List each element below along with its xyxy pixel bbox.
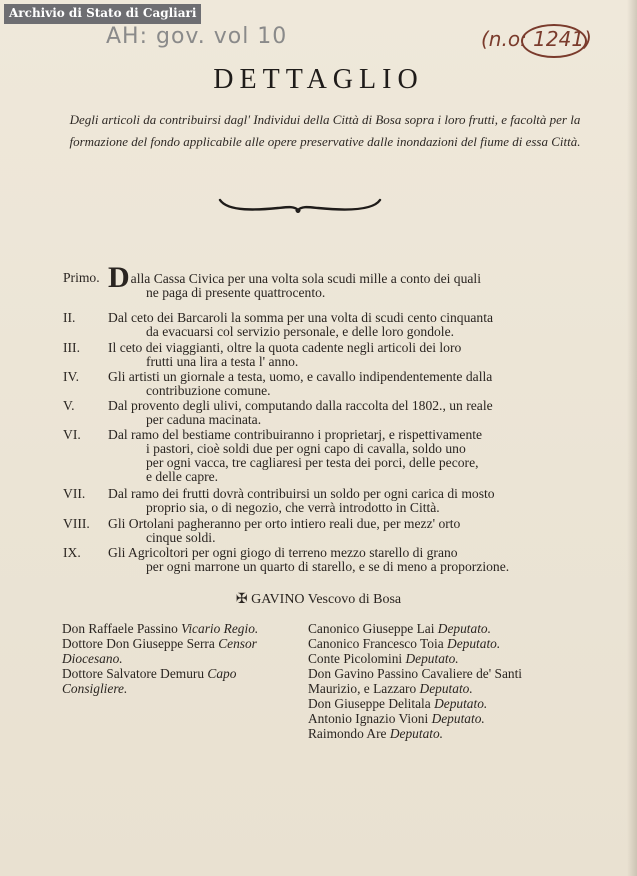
article-line: per caduna macinata.	[146, 412, 262, 427]
article-line: Dal ceto dei Barcaroli la somma per una volta di scudi cento cinquanta	[108, 310, 494, 325]
signatory	[62, 636, 302, 666]
signatory-name: Don Giuseppe Delitala	[308, 696, 431, 711]
article-text	[108, 341, 563, 369]
article-number: VIII.	[63, 516, 90, 531]
article-line: per ogni marrone un quarto di starello, e se di meno a proporzione.	[146, 559, 510, 574]
signatory-title: Deputato.	[389, 726, 444, 741]
bishop-signature	[0, 591, 637, 608]
signatory-name: Don Raffaele Passino	[62, 621, 178, 636]
ornament-divider-icon	[218, 194, 382, 216]
article-item	[63, 370, 563, 398]
article-line: Gli Agricoltori per ogni giogo di terreno mezzo starello di grano	[108, 545, 458, 560]
signatory-title: Vicario Regio.	[181, 621, 259, 636]
article-line: per ogni vacca, tre cagliaresi per testa dei porci, delle pecore,	[146, 455, 479, 470]
signatory-name: Don Gavino Passino Cavaliere de' Santi Maurizio, e Lazzaro	[308, 666, 523, 696]
article-line: e delle capre.	[146, 469, 219, 484]
signatory-title: Deputato.	[434, 696, 488, 711]
article-text	[108, 487, 563, 515]
article-line: Dal ramo del bestiame contribuiranno i proprietarj, e rispettivamente	[108, 427, 483, 442]
archive-watermark-label: Archivio di Stato di Cagliari	[4, 4, 201, 24]
signatory-title: Deputato.	[419, 681, 473, 696]
signatory-title: Deputato.	[447, 636, 501, 651]
signatory-name: Dottore Salvatore Demuru	[62, 666, 205, 681]
article-line: contribuzione comune.	[146, 383, 271, 398]
article-number: IV.	[63, 369, 79, 384]
signatory	[62, 666, 302, 696]
signatory-title: Deputato.	[405, 651, 459, 666]
article-line: alla Cassa Civica per una volta sola scudi mille a conto dei quali	[130, 271, 481, 286]
handwritten-shelfmark: AH: gov. vol 10	[106, 24, 288, 49]
article-line: frutti una lira a testa l' anno.	[146, 354, 299, 369]
document-title: DETTAGLIO	[213, 64, 424, 95]
bleed-through-text	[60, 739, 63, 754]
article-line: Dal provento degli ulivi, computando dalla raccolta del 1802., un reale	[108, 398, 493, 413]
signatory	[308, 711, 568, 726]
signatory-name: Canonico Francesco Toia	[308, 636, 444, 651]
article-item	[63, 341, 563, 369]
bishop-name: GAVINO Vescovo di Bosa	[251, 592, 402, 607]
article-line: Il ceto dei viaggianti, oltre la quota cadente negli articoli dei loro	[108, 340, 462, 355]
article-number: III.	[63, 340, 80, 355]
article-item	[63, 487, 563, 515]
article-item	[63, 399, 563, 427]
article-text	[108, 546, 563, 574]
archive-number: (n.o: 1241)	[481, 27, 592, 51]
signatory	[308, 726, 568, 741]
article-text	[108, 311, 563, 339]
document-subtitle: Degli articoli da contribuirsi dagl' Individui della Città di Bosa sopra i loro frutti, e facoltà per la formazione del fondo applicabile alle opere preservative dalle inondazioni del fiume di essa Città.	[69, 112, 581, 149]
signatory	[308, 636, 568, 651]
article-number: VI.	[63, 427, 81, 442]
article-text	[108, 261, 563, 300]
article-number: VII.	[63, 486, 86, 501]
signatory	[62, 621, 302, 636]
article-number: IX.	[63, 545, 81, 560]
signatory-name: Antonio Ignazio Vioni	[308, 711, 429, 726]
article-line: i pastori, cioè soldi due per ogni capo di cavalla, soldo uno	[146, 441, 466, 456]
article-line: Gli Ortolani pagheranno per orto intiero reali due, per mezz' orto	[108, 516, 461, 531]
signatory-name: Canonico Giuseppe Lai	[308, 621, 435, 636]
signatory	[308, 621, 568, 636]
signatory-name: Dottore Don Giuseppe Serra	[62, 636, 215, 651]
signatory-title: Capo Consigliere.	[62, 666, 237, 696]
signatory	[308, 666, 548, 696]
cross-icon: ✠	[235, 592, 248, 607]
article-item	[63, 428, 563, 484]
signatory-title: Censor Diocesano.	[62, 636, 257, 666]
signatory	[308, 651, 568, 666]
article-line: Gli artisti un giornale a testa, uomo, e cavallo indipendentemente dalla	[108, 369, 493, 384]
article-item	[63, 546, 563, 574]
article-line: cinque soldi.	[146, 530, 216, 545]
drop-cap: D	[108, 261, 130, 294]
article-line: proprio sia, o di negozio, che verrà introdotto in Città.	[146, 500, 440, 515]
article-line: ne paga di presente quattrocento.	[146, 285, 326, 300]
article-line: Dal ramo dei frutti dovrà contribuirsi un soldo per ogni carica di mosto	[108, 486, 495, 501]
article-text	[108, 370, 563, 398]
article-text	[108, 517, 563, 545]
signatory-title: Deputato.	[431, 711, 485, 726]
article-text	[108, 428, 563, 484]
article-number: II.	[63, 310, 76, 325]
signatory-name: Raimondo Are	[308, 726, 387, 741]
signatory-title: Deputato.	[437, 621, 491, 636]
article-item	[63, 311, 563, 339]
signatory	[308, 696, 568, 711]
article-number: Primo.	[63, 270, 100, 285]
article-item	[63, 261, 563, 300]
article-text	[108, 399, 563, 427]
article-number: V.	[63, 398, 75, 413]
article-line: da evacuarsi col servizio personale, e delle loro gondole.	[146, 324, 455, 339]
page-edge-shadow	[627, 0, 637, 876]
article-item	[63, 517, 563, 545]
signatory-name: Conte Picolomini	[308, 651, 403, 666]
